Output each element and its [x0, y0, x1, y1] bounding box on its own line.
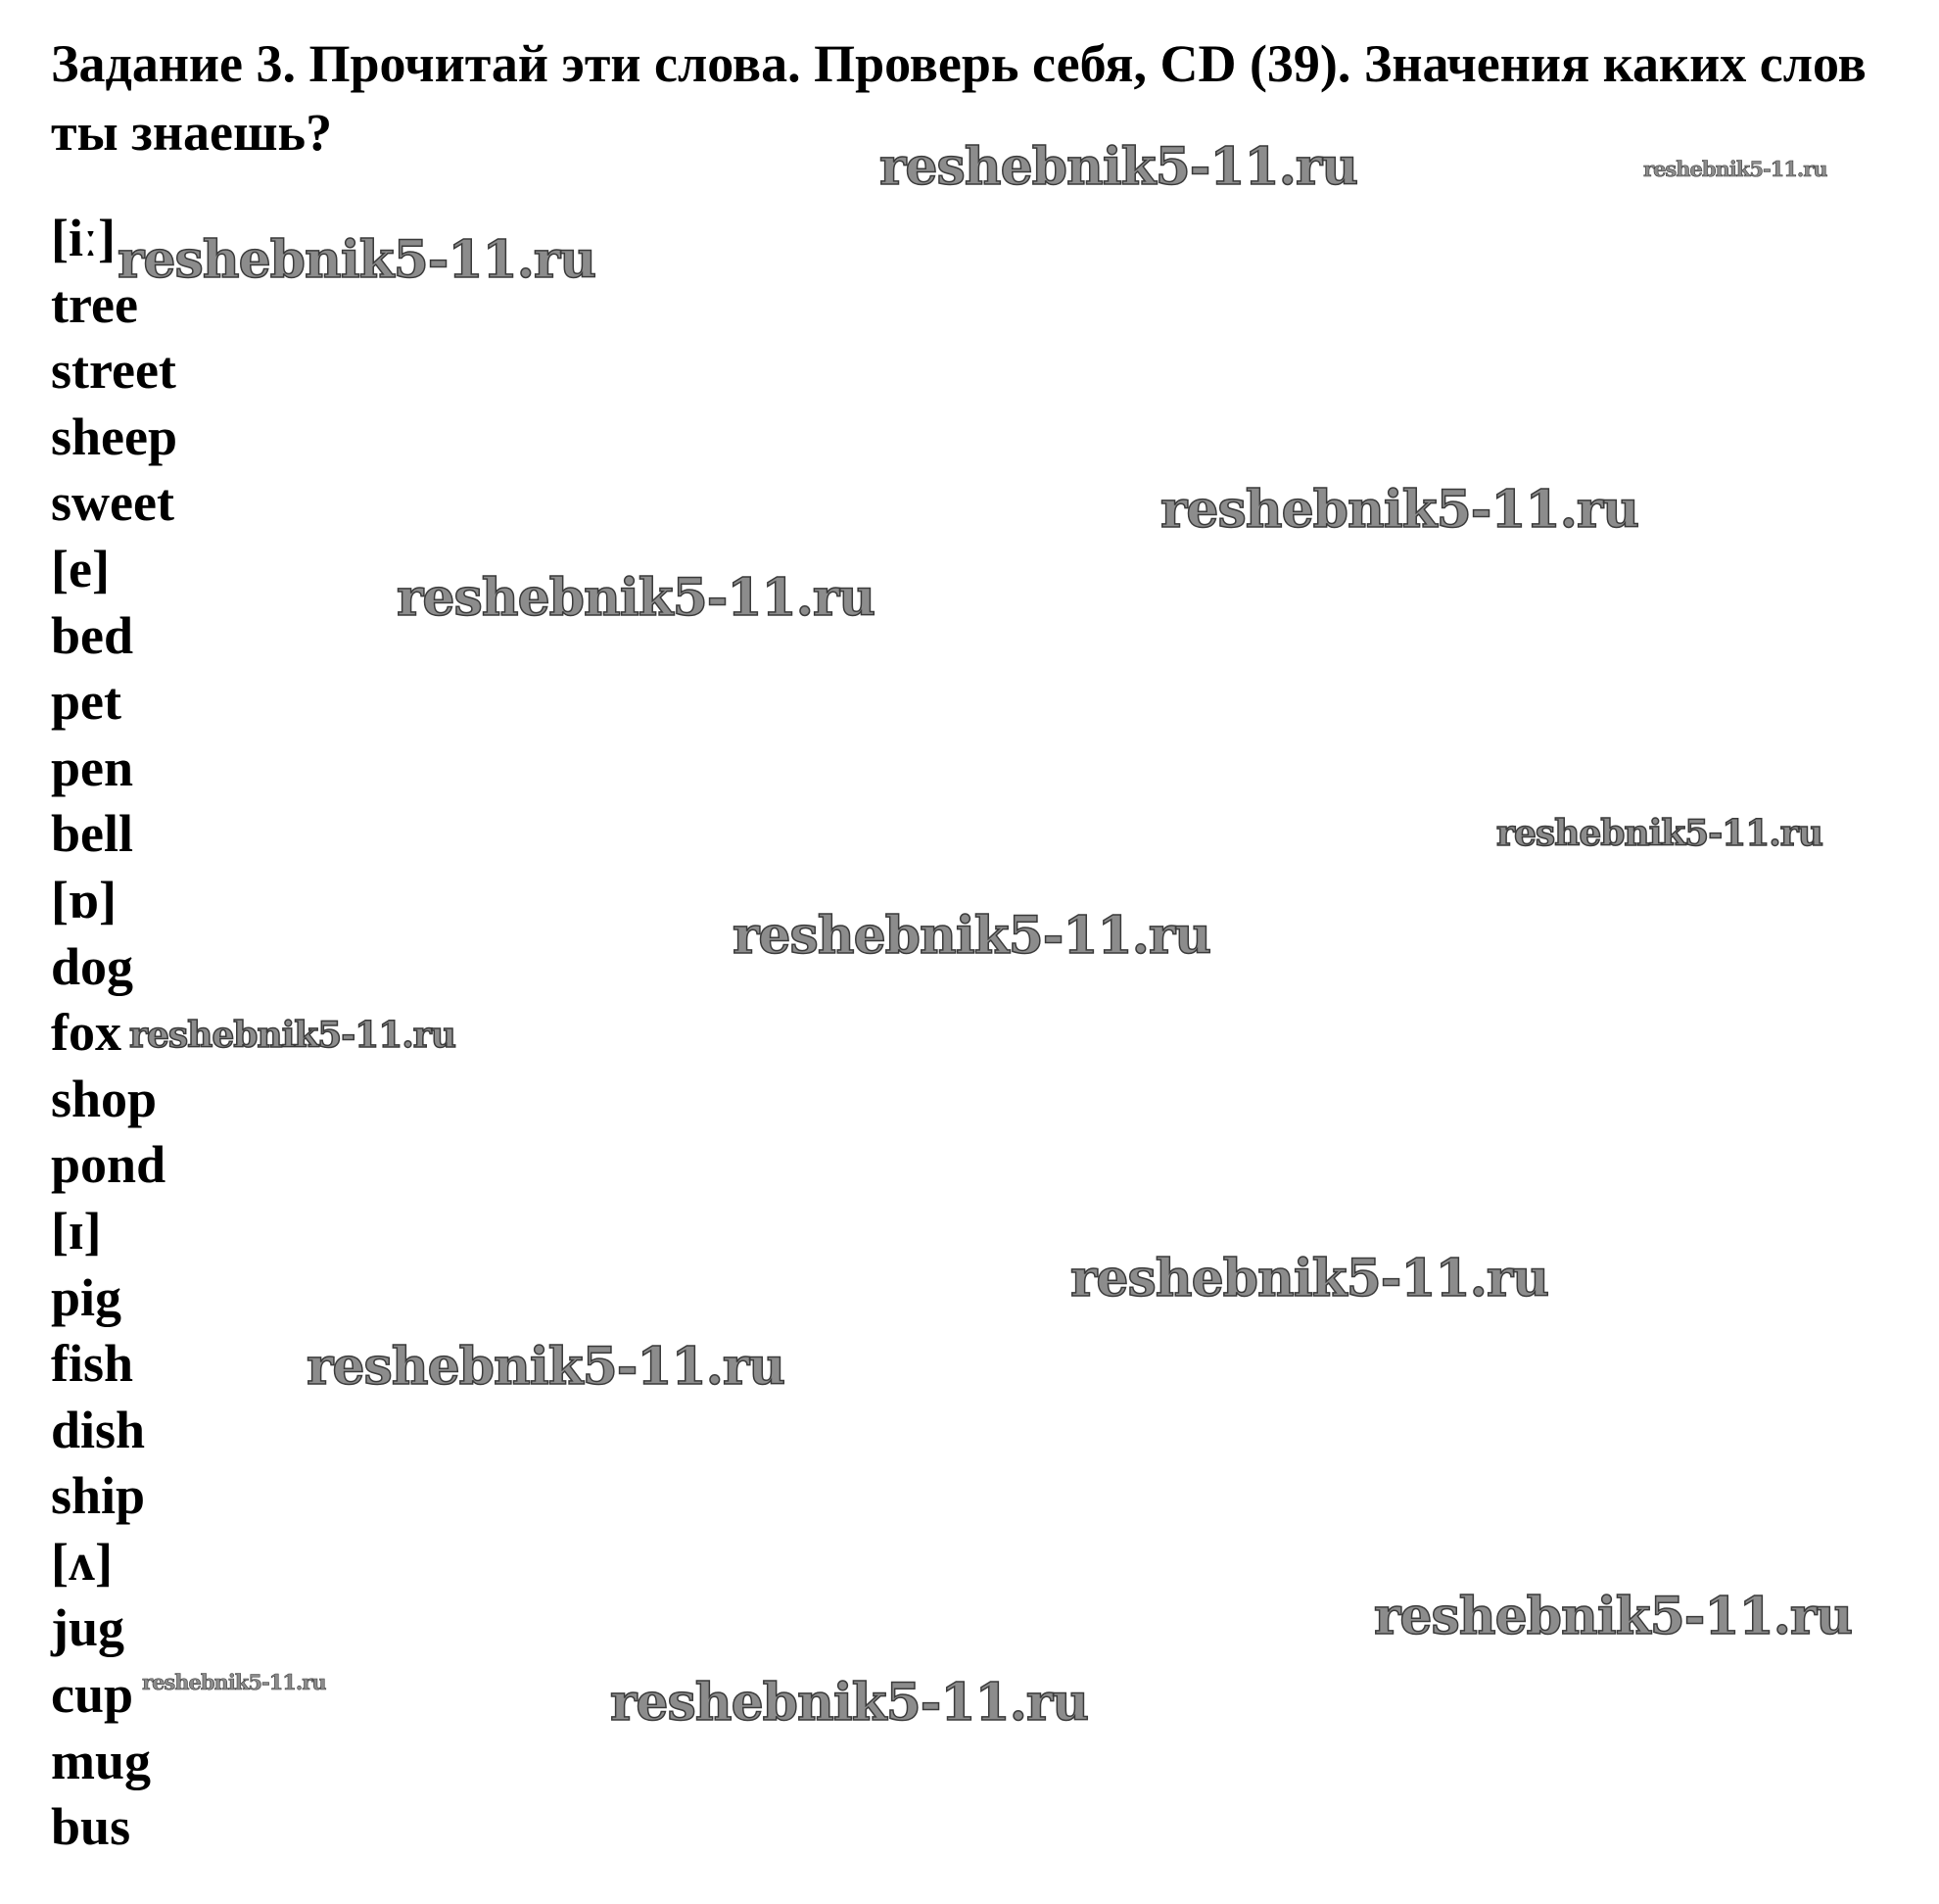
watermark: reshebnik5-11.ru — [1374, 1587, 1853, 1646]
list-item: dog — [51, 936, 134, 996]
watermark: reshebnik5-11.ru — [1070, 1249, 1549, 1309]
list-item: pen — [51, 738, 134, 797]
list-item: pig — [51, 1267, 122, 1327]
list-item: dish — [51, 1400, 146, 1459]
list-item: [iː] — [51, 209, 116, 267]
list-item: pet — [51, 672, 121, 732]
list-item: jug — [51, 1598, 125, 1658]
list-item: sheep — [51, 406, 178, 466]
list-item: [ɒ] — [51, 870, 117, 929]
list-item: fish — [51, 1334, 134, 1394]
watermark: reshebnik5-11.ru — [129, 1015, 455, 1056]
watermark: reshebnik5-11.ru — [1496, 813, 1822, 854]
list-item: bed — [51, 605, 134, 665]
watermark: reshebnik5-11.ru — [1643, 157, 1827, 181]
task-heading: Задание 3. Прочитай эти слова. Проверь себя, CD (39). Значения каких слов ты знаешь? — [51, 34, 1867, 162]
list-item: fox — [51, 1003, 121, 1063]
list-item: sweet — [51, 473, 174, 533]
list-item: pond — [51, 1135, 166, 1195]
watermark: reshebnik5-11.ru — [307, 1337, 785, 1397]
watermark: reshebnik5-11.ru — [733, 906, 1211, 966]
watermark: reshebnik5-11.ru — [879, 137, 1358, 197]
watermark: reshebnik5-11.ru — [142, 1670, 326, 1694]
list-item: ship — [51, 1466, 146, 1526]
list-item: [e] — [51, 539, 110, 598]
list-item: [ɪ] — [51, 1201, 102, 1261]
watermark: reshebnik5-11.ru — [610, 1673, 1089, 1733]
watermark: reshebnik5-11.ru — [397, 568, 875, 628]
list-item: street — [51, 341, 176, 401]
list-item: shop — [51, 1069, 158, 1128]
list-item: bus — [51, 1797, 131, 1857]
list-item: bell — [51, 804, 134, 864]
watermark: reshebnik5-11.ru — [1160, 480, 1639, 540]
list-item: [ʌ] — [51, 1532, 113, 1592]
list-item: mug — [51, 1731, 152, 1790]
list-item: tree — [51, 274, 138, 334]
list-item: cup — [51, 1665, 134, 1725]
watermark: reshebnik5-11.ru — [118, 230, 596, 290]
